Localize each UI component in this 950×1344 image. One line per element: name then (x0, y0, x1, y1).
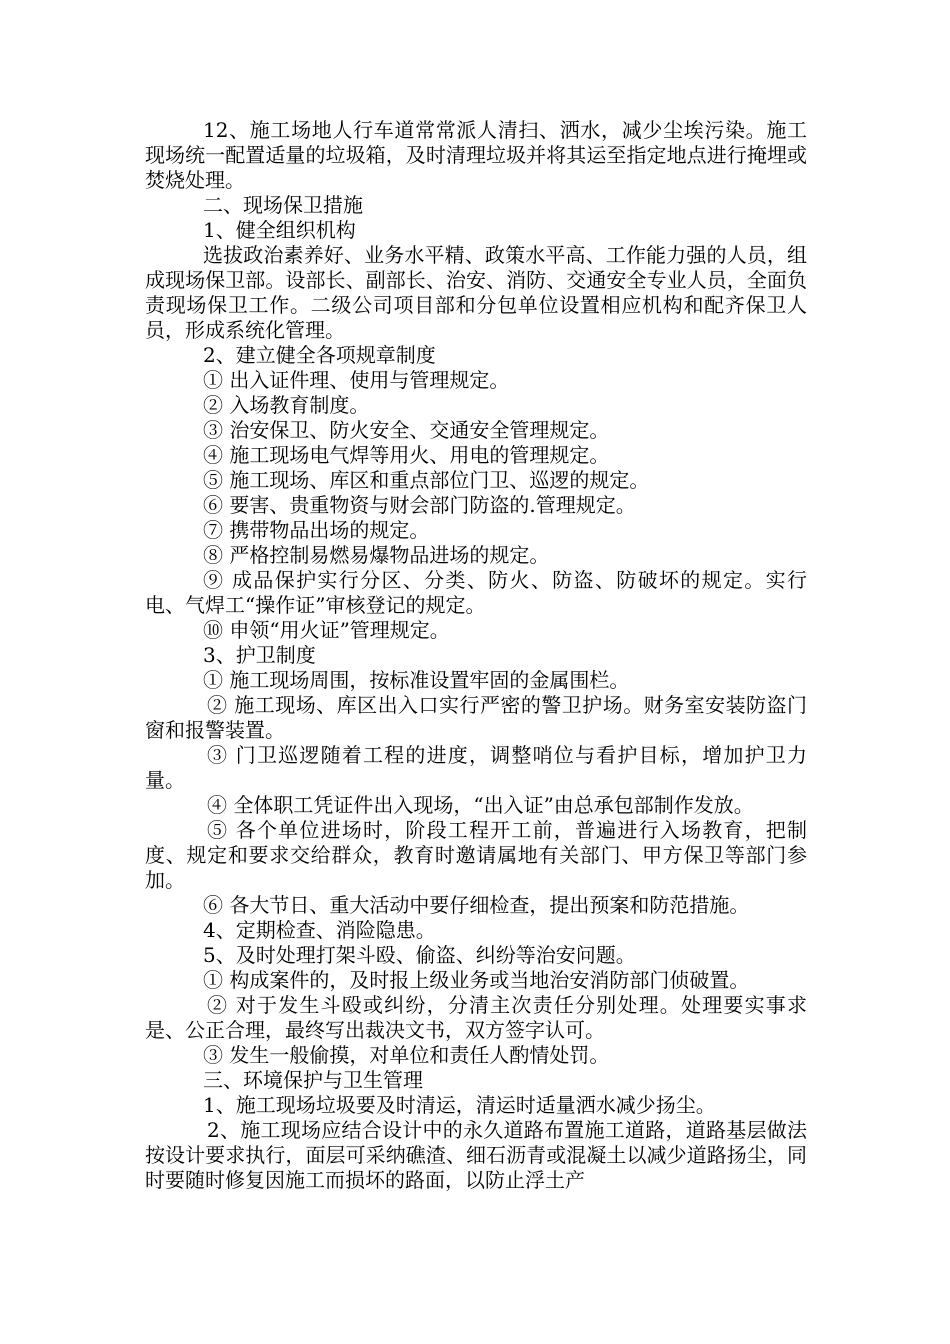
list-item: ② 对于发生斗殴或纠纷，分清主次责任分别处理。处理要实事求是、公正合理，最终写出裁决文书，双方签字认可。 (145, 993, 807, 1042)
list-item: ⑦ 携带物品出场的规定。 (203, 518, 430, 542)
list-item: ⑥ 各大节日、重大活动中要仔细检查，提出预案和防范措施。 (203, 893, 750, 917)
list-item: ⑧ 严格控制易燃易爆物品进场的规定。 (203, 543, 550, 567)
list-item: ③ 门卫巡逻随着工程的进度，调整哨位与看护目标，增加护卫力量。 (145, 743, 807, 792)
list-item: ③ 发生一般偷摸，对单位和责任人酌情处罚。 (203, 1043, 610, 1067)
list-item: ② 入场教育制度。 (203, 393, 370, 417)
section-heading-environment: 三、环境保护与卫生管理 (203, 1068, 423, 1092)
list-item: ⑥ 要害、贵重物资与财会部门防盗的.管理规定。 (203, 493, 636, 517)
list-item: ⑨ 成品保护实行分区、分类、防火、防盗、防破坏的规定。实行电、气焊工“操作证”审核登记的规定。 (145, 568, 807, 617)
paragraph-garbage: 1、施工现场垃圾要及时清运，清运时适量洒水减少扬尘。 (203, 1093, 716, 1117)
list-item: ③ 治安保卫、防火安全、交通安全管理规定。 (203, 418, 610, 442)
paragraph-roads: 2、施工现场应结合设计中的永久道路布置施工道路，道路基层做法按设计要求执行，面层可采纳礁渣、细石沥青或混凝土以减少道路扬尘，同时要随时修复因施工而损坏的路面，以防止浮土产 (145, 1118, 807, 1192)
subheading-guard-system: 3、护卫制度 (203, 643, 316, 667)
subheading-public-order: 5、及时处理打架斗殴、偷盗、纠纷等治安问题。 (203, 943, 636, 967)
list-item: ④ 全体职工凭证件出入现场，“出入证”由总承包部制作发放。 (207, 793, 754, 817)
paragraph-site-cleaning: 12、施工场地人行车道常常派人清扫、洒水，减少尘埃污染。施工现场统一配置适量的垃圾箱，及时清理垃圾并将其运至指定地点进行掩埋或焚烧处理。 (145, 118, 807, 192)
list-item: ④ 施工现场电气焊等用火、用电的管理规定。 (203, 443, 610, 467)
subheading-regulations: 2、建立健全各项规章制度 (203, 343, 436, 367)
list-item: ② 施工现场、库区出入口实行严密的警卫护场。财务室安装防盗门窗和报警装置。 (145, 693, 807, 742)
list-item: ① 施工现场周围，按标准设置牢固的金属围栏。 (203, 668, 630, 692)
document-page (145, 118, 807, 1193)
list-item: ⑤ 施工现场、库区和重点部位门卫、巡逻的规定。 (203, 468, 650, 492)
list-item: ⑤ 各个单位进场时，阶段工程开工前，普遍进行入场教育，把制度、规定和要求交给群众，教育时邀请属地有关部门、甲方保卫等部门参加。 (145, 818, 807, 892)
paragraph-organization: 选拔政治素养好、业务水平精、政策水平高、工作能力强的人员，组成现场保卫部。设部长、副部长、治安、消防、交通安全专业人员，全面负责现场保卫工作。二级公司项目部和分包单位设置相应机构和配齐保卫人员，形成系统化管理。 (145, 243, 807, 342)
section-heading-security: 二、现场保卫措施 (203, 193, 363, 217)
list-item: ⑩ 申领“用火证”管理规定。 (203, 618, 450, 642)
list-item: ① 出入证件理、使用与管理规定。 (203, 368, 510, 392)
subheading-organization: 1、健全组织机构 (203, 218, 356, 242)
list-item: ① 构成案件的，及时报上级业务或当地治安消防部门侦破置。 (203, 968, 750, 992)
subheading-inspection: 4、定期检查、消险隐患。 (203, 918, 436, 942)
